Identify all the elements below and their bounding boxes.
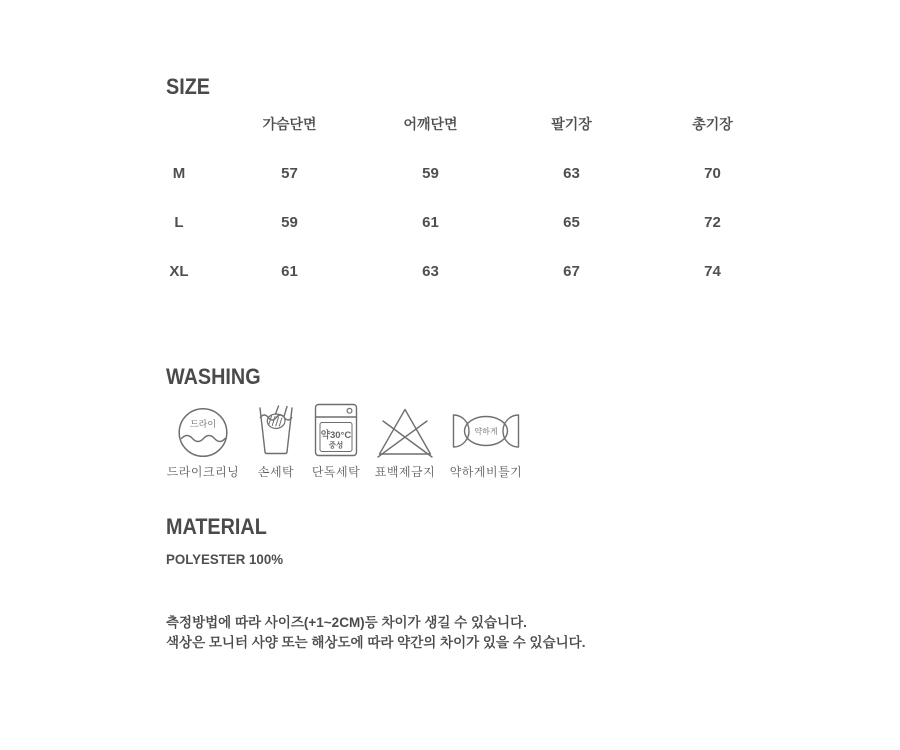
size-label: M — [172, 165, 186, 182]
wash-label: 손세탁 — [257, 465, 295, 479]
hand-wash-icon — [253, 400, 299, 458]
dry-clean-icon — [177, 400, 229, 458]
size-label: XL — [169, 263, 189, 280]
svg-text:약하게: 약하게 — [474, 427, 498, 436]
wash-item-no-bleach — [372, 400, 438, 480]
wash-label: 드라이크리닝 — [166, 465, 240, 479]
svg-text:약30°C: 약30°C — [320, 430, 352, 441]
washing-icons-row — [166, 400, 806, 480]
size-value: 63 — [563, 165, 580, 182]
washing-heading: WASHING — [166, 364, 261, 389]
size-table-body — [166, 149, 806, 296]
wash-label: 표백제금지 — [374, 465, 436, 479]
size-value: 65 — [563, 214, 580, 231]
table-row-l — [166, 198, 806, 247]
product-detail-content — [166, 0, 806, 653]
wash-item-dry-clean — [166, 400, 240, 480]
size-value: 72 — [704, 214, 721, 231]
size-col-sleeve: 팔기장 — [551, 116, 592, 132]
size-value: 67 — [563, 263, 580, 280]
wash-label: 약하게비틀기 — [449, 465, 523, 479]
disclaimer-notes — [166, 613, 806, 653]
wring-gently-icon — [449, 400, 523, 458]
size-value: 63 — [422, 263, 439, 280]
size-value: 59 — [281, 214, 298, 231]
size-value: 70 — [704, 165, 721, 182]
size-value: 59 — [422, 165, 439, 182]
wash-item-machine-wash — [312, 400, 360, 480]
wash-label: 단독세탁 — [311, 465, 361, 479]
machine-wash-30-icon — [313, 400, 359, 458]
size-heading: SIZE — [166, 74, 211, 99]
size-value: 74 — [704, 263, 721, 280]
size-col-chest: 가슴단면 — [262, 116, 317, 132]
note-color-difference: 색상은 모니터 사양 또는 해상도에 따라 약간의 차이가 있을 수 있습니다. — [166, 635, 586, 650]
table-row-xl — [166, 247, 806, 296]
size-col-length: 총기장 — [692, 116, 733, 132]
no-bleach-icon — [376, 400, 434, 458]
material-heading: MATERIAL — [166, 514, 267, 539]
svg-text:드라이: 드라이 — [189, 419, 217, 429]
svg-text:중성: 중성 — [328, 440, 344, 450]
material-content: POLYESTER 100% — [166, 551, 284, 567]
note-size-difference: 측정방법에 따라 사이즈(+1~2CM)등 차이가 생길 수 있습니다. — [166, 615, 527, 630]
wash-item-hand-wash — [252, 400, 300, 480]
wash-item-wring-gently — [450, 400, 522, 480]
size-col-shoulder: 어깨단면 — [403, 116, 458, 132]
size-value: 61 — [281, 263, 298, 280]
size-table-header-row — [166, 109, 806, 139]
size-value: 57 — [281, 165, 298, 182]
table-row-m — [166, 149, 806, 198]
size-label: L — [174, 214, 184, 231]
size-value: 61 — [422, 214, 439, 231]
size-table — [166, 109, 806, 296]
